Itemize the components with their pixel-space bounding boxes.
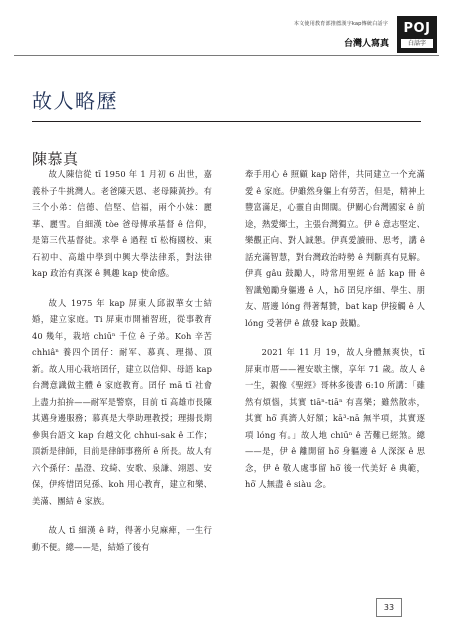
header-divider — [14, 55, 439, 56]
header-note: 本文使用教育部推薦漢字kap傳統白話字 — [293, 21, 388, 27]
logo-sub-text: 白話字 — [401, 39, 433, 48]
author-name: 陳慕真 — [32, 150, 79, 168]
header-section-title: 台灣人寫真 — [343, 39, 389, 49]
paragraph: 故人 1975 年 kap 屏東人邱淑華女士結婚，建立家庭。Ti 屏東市開補習班，從事教育 40 幾年，栽培 chiūⁿ 千位 ê 子弟。Koh 辛苦 chhiâⁿ 養四个囝仔：耐军、慕真、理揚、頂新。故人用心栽培囝仔，建立以信仰、母語 kap 台灣意識做主體 ê 家庭教育。囝仔 mā tī 社會上盡力拍拚——耐军是警察，目前 tī 高雄市長陳其邁身邊服務；慕真是大學助理教授；理揚長期參與台語文 kap 台越文化 chhui-sak ê 工作；頂新是律師，目前是律師事務所 ê 所長。故人有六个孫仔：晶澄、玟綺、安歌、泉謙、翊恩、安保，伊疼惜囝兒孫、koh 用心教育，建立和樂、美滿、團結 ê 家族。 — [32, 297, 212, 506]
page-title: 故人略歷 — [32, 89, 118, 113]
page-number: 33 — [376, 598, 402, 617]
paragraph: 牽手用心 ê 照顧 kap 陪伴，共同建立一个充滿愛 ê 家庭。伊雖然身軀上有勞苦，但是，精神上豐富滿足，心靈自由開闊。伊關心台灣國家 ê 前途，熱愛鄉土，主張台灣獨立。伊 ê 意志堅定、樂觀正向、對人誠懇。伊真愛讀冊、思考，講 ê 話充滿智慧，對台灣政治時勢 ê 判斷真有見解。伊真 gâu 鼓勵人，時常用聖經 ê 話 kap 冊 ê 智識勉勵身軀邊 ê 人，hō͘ 囝兒序細、學生、朋友、厝邊 lóng 得著幫贊，bat kap 伊接觸 ê 人 lóng 受著伊 ê 啟發 kap 鼓勵。 — [245, 169, 425, 328]
paragraph: 故人陳信從 tī 1950 年 1 月初 6 出世，嘉義朴子牛挑灣人。老爸陳天恩、老母陳黃抄。有三个小弟：信德、信堅、信福，兩个小妹：麗華、麗雪。自細漢 tòe 爸母傳承基督 ê 信仰，是第三代基督徒。求學 ê 過程 tī 松梅國校、東石初中、高雄中學到中興大學法律系，對法律 kap 政治有真深 ê 興趣 kap 使命感。 — [32, 169, 212, 278]
logo-main-text: POJ — [403, 21, 431, 36]
right-column — [245, 166, 425, 506]
left-column — [32, 166, 212, 568]
paragraph: 2021 年 11 月 19，故人身體無爽快，tī 屏東市厝——裡安歇主懷，享年 71 歲。故人 ê 一生，親像《聖經》哥林多後書 6:10 所講：「雖然有煩惱，其實 tiāⁿ-tiāⁿ 有喜樂；雖然散赤，其實 hō͘ 真濟人好額；kā³-nā 無半項，其實逐項 lóng 有。」故人地 chiūⁿ ê 苦難已經煞。總——是，伊 ê 離開留 hō͘ 身軀邊 ê 人深深 ê 思念，伊 ê 敬人處事留 hō͘ 後一代美好 ê 典範，hō͘ 人無盡 ê siàu 念。 — [245, 347, 425, 489]
paragraph: 故人 tī 細漢 ê 時，得著小兒麻痺，一生行動不便。總——是，結婚了後有 — [32, 525, 212, 552]
poj-logo — [397, 16, 437, 53]
title-divider — [32, 121, 421, 122]
